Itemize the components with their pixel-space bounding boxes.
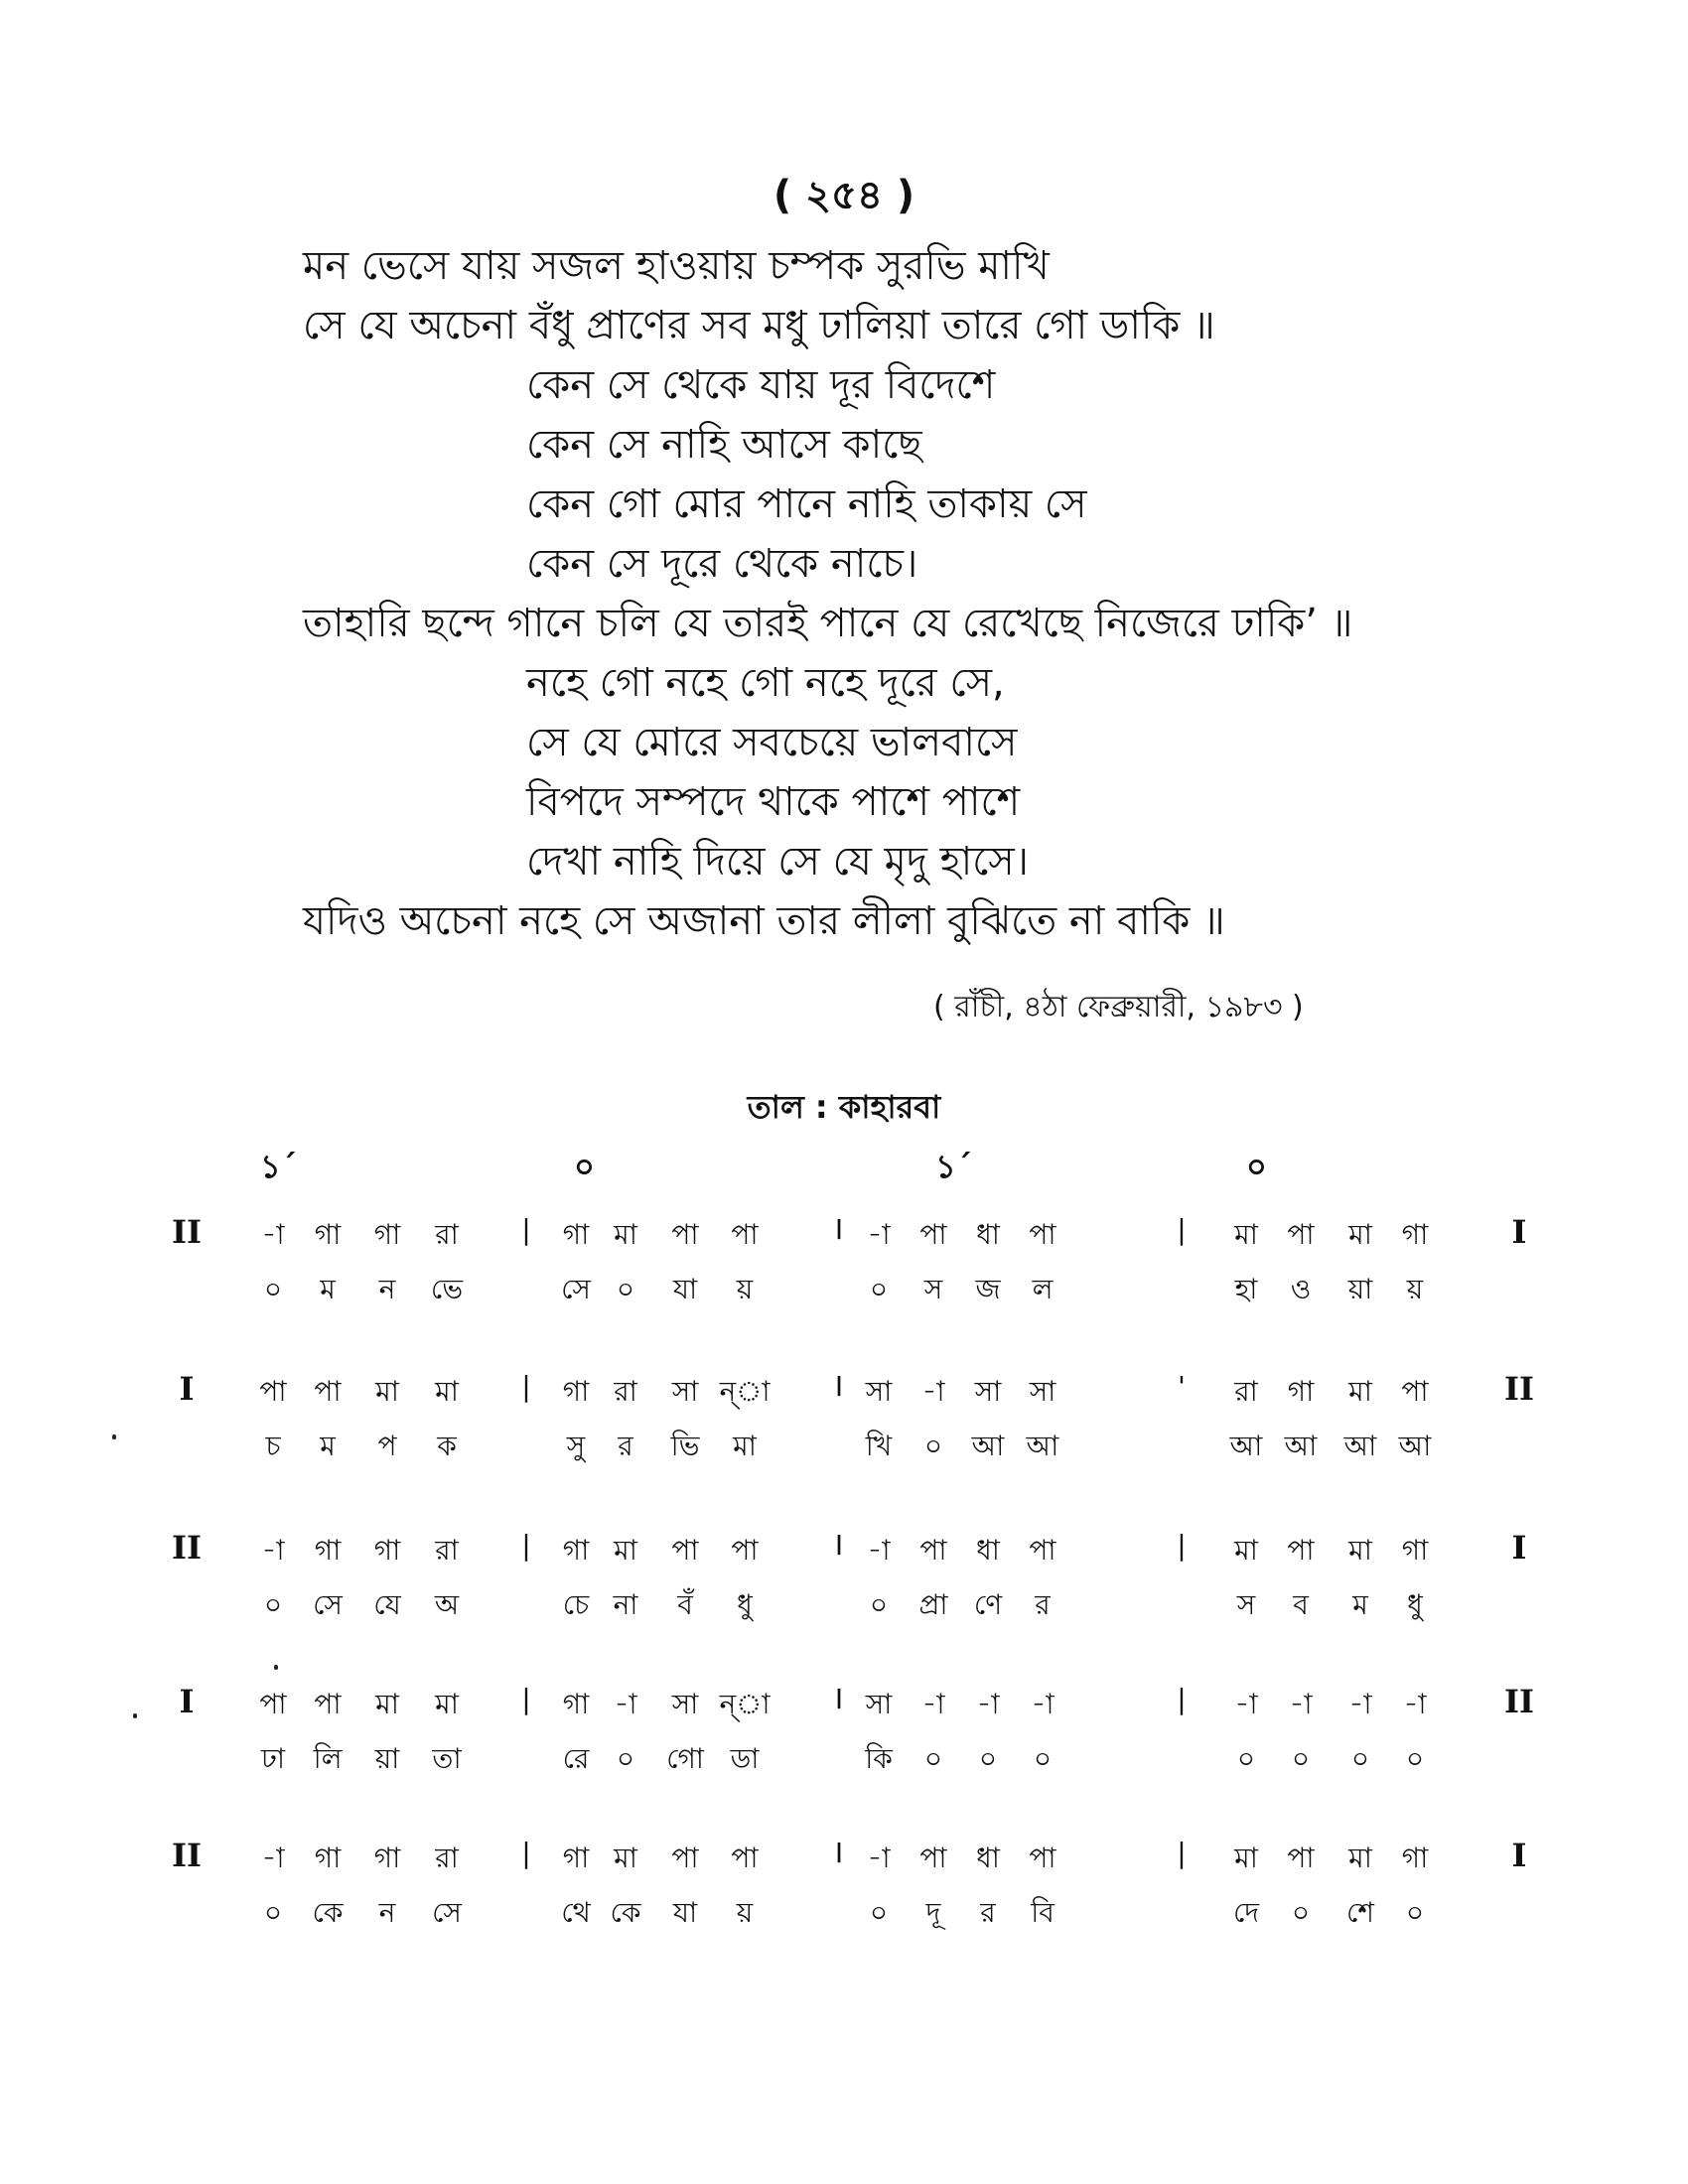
swara-note: পা (1287, 1842, 1315, 1874)
syllable: দূ (925, 1896, 941, 1929)
swara-note: গা (562, 1688, 590, 1720)
syllable: যা (672, 1896, 698, 1929)
swara-note: পা (919, 1218, 947, 1251)
swara-note: গা (314, 1534, 342, 1567)
syllable: সু (566, 1430, 586, 1462)
swara-note: পা (671, 1218, 699, 1251)
syllable: য়া (374, 1742, 400, 1775)
swara-note: মা (375, 1688, 399, 1720)
swara-note: রা (614, 1375, 637, 1408)
swara-note: পা (731, 1218, 759, 1251)
syllable: থে (561, 1896, 591, 1929)
syllable: আ (1343, 1430, 1377, 1462)
swara-note: -া (261, 1218, 285, 1251)
swara-note: গা (373, 1218, 401, 1251)
beat-divider: I (834, 1213, 844, 1246)
swara-note: পা (1029, 1534, 1056, 1567)
syllable: য় (736, 1896, 754, 1929)
syllable: ঢা (261, 1742, 285, 1775)
swara-note: পা (259, 1688, 287, 1720)
beat-divider: I (834, 1370, 844, 1403)
swara-note: ধা (976, 1218, 1000, 1251)
swara-note: পা (671, 1534, 699, 1567)
syllable: ম (320, 1273, 336, 1305)
row-end-bar: I (1511, 1213, 1527, 1251)
syllable: যে (373, 1588, 401, 1621)
swara-note: ন্‌া (719, 1688, 771, 1720)
swara-note: ধা (976, 1842, 1000, 1874)
swara-note: মা (1234, 1534, 1258, 1567)
notation-row (0, 1529, 1688, 1638)
swara-note: মা (1234, 1842, 1258, 1874)
syllable: র (1035, 1588, 1051, 1621)
swara-note: -া (976, 1688, 1000, 1720)
syllable: আ (971, 1430, 1005, 1462)
swara-note: রা (435, 1534, 459, 1567)
syllable: ভে (430, 1273, 464, 1305)
syllable: ন (378, 1273, 396, 1305)
swara-note: পা (1029, 1218, 1056, 1251)
syllable: ০ (923, 1742, 943, 1775)
syllable: কে (610, 1896, 641, 1929)
row-start-bar: II (172, 1529, 202, 1567)
swara-note: গা (562, 1375, 590, 1408)
syllable: ০ (923, 1430, 943, 1462)
row-start-bar: I (179, 1683, 195, 1720)
scan-speck (274, 1665, 278, 1670)
syllable: বি (1031, 1896, 1055, 1929)
swara-note: মা (614, 1218, 637, 1251)
beat-divider: | (1177, 1213, 1187, 1246)
syllable: যা (672, 1273, 698, 1305)
beat-divider: | (521, 1213, 531, 1246)
syllable: চে (562, 1588, 590, 1621)
syllable: ০ (869, 1588, 889, 1621)
syllable: রে (562, 1742, 590, 1775)
syllable: আ (1026, 1430, 1059, 1462)
syllable: মা (733, 1430, 757, 1462)
syllable: ০ (869, 1273, 889, 1305)
syllable: ০ (263, 1588, 283, 1621)
swara-note: পা (731, 1842, 759, 1874)
swara-note: মা (1234, 1218, 1258, 1251)
beat-marker: ১´ (935, 1148, 972, 1185)
swara-note: রা (435, 1218, 459, 1251)
beat-divider: | (1177, 1683, 1187, 1715)
swara-note: -া (1348, 1688, 1372, 1720)
notation-row (0, 1370, 1688, 1479)
beat-marker: ১´ (260, 1148, 297, 1185)
swara-note: পা (1287, 1534, 1315, 1567)
syllable: ভি (670, 1430, 700, 1462)
syllable: ন (378, 1896, 396, 1929)
syllable: ০ (1405, 1742, 1425, 1775)
syllable: অ (434, 1588, 460, 1621)
syllable: ব (1293, 1588, 1309, 1621)
swara-note: -া (261, 1842, 285, 1874)
syllable: ০ (978, 1742, 998, 1775)
swara-note: মা (614, 1842, 637, 1874)
beat-divider: I (834, 1837, 844, 1869)
notation-row (0, 1683, 1688, 1792)
syllable: ০ (1291, 1742, 1311, 1775)
beat-divider: | (521, 1837, 531, 1869)
swara-note: গা (314, 1842, 342, 1874)
swara-note: -া (261, 1534, 285, 1567)
syllable: না (613, 1588, 638, 1621)
lyric-line: দেখা নাহি দিয়ে সে যে মৃদু হাসে। (526, 839, 1029, 885)
lyric-line: কেন গো মোর পানে নাহি তাকায় সে (526, 481, 1087, 527)
lyric-line: সে যে অচেনা বঁধু প্রাণের সব মধু ঢালিয়া তারে গো ডাকি ॥ (303, 303, 1215, 348)
swara-note: গা (314, 1218, 342, 1251)
beat-divider: | (521, 1529, 531, 1562)
swara-note: মা (1348, 1842, 1372, 1874)
swara-note: রা (435, 1842, 459, 1874)
syllable: ০ (263, 1896, 283, 1929)
beat-divider: | (1177, 1529, 1187, 1562)
swara-note: সা (865, 1375, 893, 1408)
beat-divider: | (1177, 1837, 1187, 1869)
syllable: ডা (730, 1742, 760, 1775)
swara-note: ধা (976, 1534, 1000, 1567)
swara-note: -া (614, 1688, 637, 1720)
syllable: ম (1352, 1588, 1368, 1621)
syllable: প্রা (918, 1588, 948, 1621)
lyrics-block (0, 236, 1688, 951)
syllable: র (980, 1896, 996, 1929)
syllable: ০ (616, 1742, 635, 1775)
syllable: ও (1290, 1273, 1312, 1305)
page-number: ( ২৫৪ ) (773, 173, 915, 218)
syllable: আ (1284, 1430, 1318, 1462)
syllable: কে (312, 1896, 344, 1929)
swara-note: গা (373, 1842, 401, 1874)
swara-note: ন্‌া (719, 1375, 771, 1408)
lyric-line: মন ভেসে যায় সজল হাওয়ায় চম্পক সুরভি মাখি (303, 243, 1050, 289)
swara-note: -া (1234, 1688, 1258, 1720)
row-start-bar: II (172, 1837, 202, 1874)
swara-note: -া (867, 1842, 891, 1874)
swara-note: সা (1029, 1375, 1056, 1408)
beat-divider: | (521, 1370, 531, 1403)
swara-note: পা (314, 1375, 342, 1408)
swara-note: গা (1401, 1842, 1429, 1874)
syllable: ধু (737, 1588, 753, 1621)
row-start-bar: II (172, 1213, 202, 1251)
syllable: ক (437, 1430, 457, 1462)
syllable: য় (736, 1273, 754, 1305)
syllable: আ (1229, 1430, 1263, 1462)
syllable: চ (265, 1430, 281, 1462)
swara-note: -া (1403, 1688, 1427, 1720)
swara-note: -া (1031, 1688, 1055, 1720)
scan-speck (112, 1434, 116, 1439)
swara-note: গা (562, 1842, 590, 1874)
swara-note: পা (1401, 1375, 1429, 1408)
swara-note: পা (919, 1534, 947, 1567)
swara-note: পা (1029, 1842, 1056, 1874)
syllable: ০ (1350, 1742, 1370, 1775)
syllable: স (1236, 1588, 1256, 1621)
syllable: গো (666, 1742, 704, 1775)
swara-note: পা (314, 1688, 342, 1720)
swara-note: সা (865, 1688, 893, 1720)
swara-note: পা (671, 1842, 699, 1874)
swara-note: মা (1348, 1375, 1372, 1408)
swara-note: -া (1289, 1688, 1313, 1720)
swara-note: গা (1287, 1375, 1315, 1408)
beat-divider: | (521, 1683, 531, 1715)
beat-divider: I (834, 1683, 844, 1715)
swara-note: রা (1234, 1375, 1258, 1408)
swara-note: -া (867, 1534, 891, 1567)
syllable: য় (1406, 1273, 1424, 1305)
swara-note: গা (373, 1534, 401, 1567)
syllable: খি (865, 1430, 893, 1462)
swara-note: -া (921, 1688, 945, 1720)
row-start-bar: I (179, 1370, 195, 1408)
swara-note: মা (375, 1375, 399, 1408)
syllable: ণে (973, 1588, 1003, 1621)
swara-note: মা (1348, 1218, 1372, 1251)
swara-note: পা (919, 1842, 947, 1874)
swara-note: মা (1348, 1534, 1372, 1567)
lyric-line: নহে গো নহে গো নহে দূরে সে, (526, 660, 1005, 706)
swara-note: গা (1401, 1218, 1429, 1251)
syllable: সে (561, 1273, 591, 1305)
row-end-bar: I (1511, 1837, 1527, 1874)
syllable: ০ (616, 1273, 635, 1305)
beat-divider: I (834, 1529, 844, 1562)
swara-note: মা (435, 1688, 459, 1720)
swara-note: গা (1401, 1534, 1429, 1567)
syllable: ০ (1405, 1896, 1425, 1929)
syllable: তা (432, 1742, 462, 1775)
lyric-line: যদিও অচেনা নহে সে অজানা তার লীলা বুঝিতে না বাকি ॥ (303, 898, 1225, 944)
lyric-line: কেন সে দূরে থেকে নাচে। (526, 541, 918, 587)
swara-note: -া (867, 1218, 891, 1251)
notation-row (0, 1837, 1688, 1946)
row-end-bar: II (1504, 1683, 1534, 1720)
syllable: ল (1032, 1273, 1054, 1305)
syllable: আ (1398, 1430, 1432, 1462)
swara-note: সা (974, 1375, 1002, 1408)
syllable: সে (313, 1588, 343, 1621)
swara-note: -া (921, 1375, 945, 1408)
row-end-bar: II (1504, 1370, 1534, 1408)
tala-heading: তাল : কাহারবা (747, 1088, 941, 1126)
lyric-line: কেন সে থেকে যায় দূর বিদেশে (526, 362, 996, 408)
scan-speck (133, 1713, 137, 1718)
lyric-line: তাহারি ছন্দে গানে চলি যে তারই পানে যে রেখেছে নিজেরে ঢাকি’ ॥ (303, 601, 1353, 646)
syllable: র (618, 1430, 633, 1462)
syllable: ০ (1033, 1742, 1053, 1775)
swara-note: পা (259, 1375, 287, 1408)
syllable: দে (1232, 1896, 1260, 1929)
syllable: ধু (1407, 1588, 1423, 1621)
row-end-bar: I (1511, 1529, 1527, 1567)
syllable: ০ (1236, 1742, 1256, 1775)
dateline: ( রাঁচী, ৪ঠা ফেব্রুয়ারী, ১৯৮৩ ) (933, 990, 1304, 1024)
beat-divider: ' (1178, 1370, 1186, 1403)
syllable: প (377, 1430, 397, 1462)
syllable: জ (975, 1273, 1001, 1305)
syllable: স (923, 1273, 943, 1305)
lyric-line: কেন সে নাহি আসে কাছে (526, 422, 922, 468)
syllable: ০ (263, 1273, 283, 1305)
swara-note: মা (435, 1375, 459, 1408)
syllable: লি (313, 1742, 343, 1775)
swara-note: সা (671, 1375, 699, 1408)
swara-note: গা (562, 1218, 590, 1251)
beat-marker: ০ (574, 1148, 595, 1185)
syllable: ০ (869, 1896, 889, 1929)
syllable: য়া (1347, 1273, 1373, 1305)
syllable: শে (1346, 1896, 1374, 1929)
notation-row (0, 1213, 1688, 1322)
syllable: ম (320, 1430, 336, 1462)
swara-note: সা (671, 1688, 699, 1720)
swara-note: গা (562, 1534, 590, 1567)
swara-note: পা (731, 1534, 759, 1567)
syllable: সে (432, 1896, 462, 1929)
beat-marker: ০ (1246, 1148, 1267, 1185)
syllable: বঁ (677, 1588, 693, 1621)
syllable: ০ (1291, 1896, 1311, 1929)
lyric-line: সে যে মোরে সবচেয়ে ভালবাসে (526, 720, 1018, 765)
syllable: কি (865, 1742, 893, 1775)
swara-note: পা (1287, 1218, 1315, 1251)
syllable: হা (1234, 1273, 1258, 1305)
lyric-line: বিপদে সম্পদে থাকে পাশে পাশে (526, 779, 1021, 825)
swara-note: মা (614, 1534, 637, 1567)
